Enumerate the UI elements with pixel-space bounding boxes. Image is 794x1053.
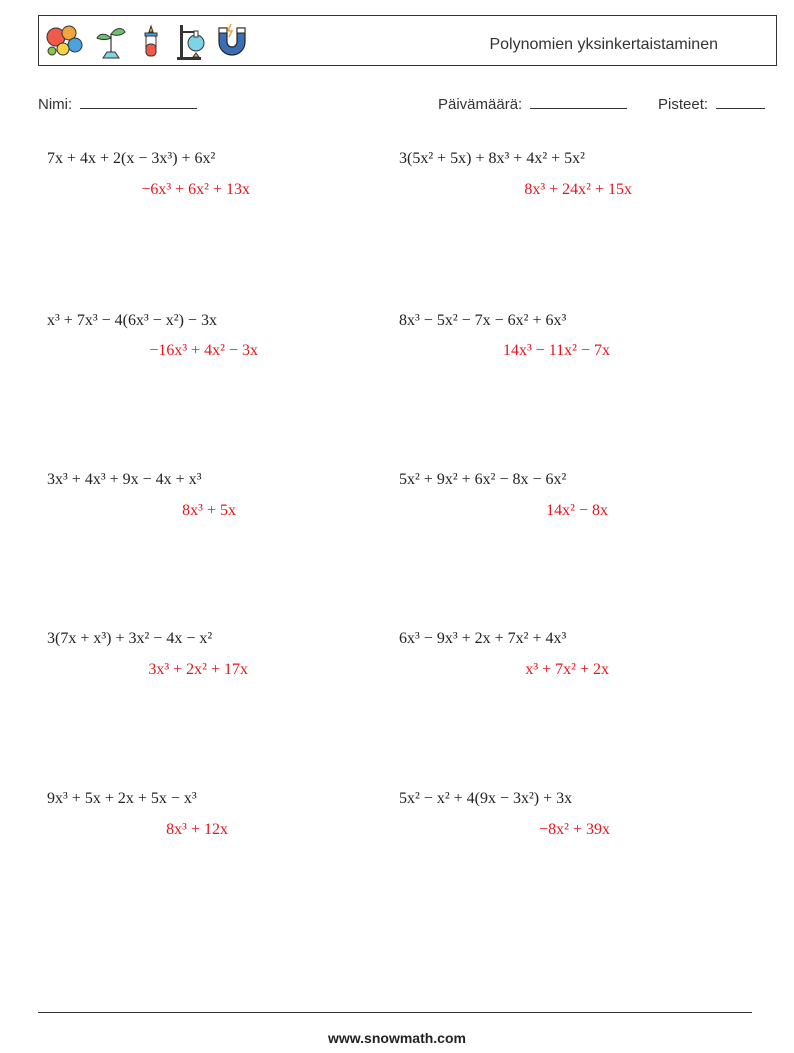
problem-answer: x³ + 7x² + 2x bbox=[525, 661, 609, 678]
name-label: Nimi: bbox=[38, 96, 73, 113]
date-label: Päivämäärä: bbox=[438, 96, 523, 113]
worksheet-title: Polynomien yksinkertaistaminen bbox=[489, 36, 718, 53]
plant-flask-icon bbox=[91, 22, 131, 60]
footer-url[interactable]: www.snowmath.com bbox=[328, 1030, 466, 1046]
name-field bbox=[38, 95, 197, 113]
score-field bbox=[658, 95, 765, 113]
problem-answer: 8x³ + 5x bbox=[182, 502, 236, 519]
problem-expression: 7x + 4x + 2(x − 3x³) + 6x² bbox=[47, 150, 216, 167]
problem-expression: 3(7x + x³) + 3x² − 4x − x² bbox=[47, 630, 213, 647]
problem-expression: 8x³ − 5x² − 7x − 6x² + 6x³ bbox=[399, 312, 567, 329]
score-blank[interactable] bbox=[716, 95, 765, 109]
problem-answer: −8x² + 39x bbox=[539, 821, 610, 838]
date-blank[interactable] bbox=[530, 95, 627, 109]
problem-answer: 8x³ + 24x² + 15x bbox=[524, 181, 632, 198]
problem-answer: 14x³ − 11x² − 7x bbox=[502, 342, 610, 359]
magnet-icon bbox=[213, 22, 251, 60]
problem-expression: 9x³ + 5x + 2x + 5x − x³ bbox=[47, 790, 197, 807]
problem-answer: −6x³ + 6x² + 13x bbox=[141, 181, 250, 198]
problem-expression: 5x² + 9x² + 6x² − 8x − 6x² bbox=[399, 471, 567, 488]
name-blank[interactable] bbox=[80, 95, 197, 109]
score-label: Pisteet: bbox=[658, 96, 709, 113]
date-field bbox=[438, 95, 627, 113]
footer-divider bbox=[38, 1012, 752, 1013]
problem-expression: x³ + 7x³ − 4(6x³ − x²) − 3x bbox=[47, 312, 217, 329]
test-tube-icon bbox=[137, 22, 165, 60]
lab-stand-icon bbox=[171, 21, 207, 61]
problem-expression: 6x³ − 9x³ + 2x + 7x² + 4x³ bbox=[399, 630, 567, 647]
problem-answer: 14x² − 8x bbox=[546, 502, 608, 519]
problem-expression: 3x³ + 4x³ + 9x − 4x + x³ bbox=[47, 471, 202, 488]
worksheet-header bbox=[38, 15, 777, 66]
molecule-icon bbox=[45, 23, 85, 59]
problem-answer: 8x³ + 12x bbox=[166, 821, 228, 838]
problem-answer: 3x³ + 2x² + 17x bbox=[148, 661, 248, 678]
problem-answer: −16x³ + 4x² − 3x bbox=[149, 342, 258, 359]
problem-expression: 5x² − x² + 4(9x − 3x²) + 3x bbox=[399, 790, 573, 807]
header-icons bbox=[45, 21, 251, 61]
problem-expression: 3(5x² + 5x) + 8x³ + 4x² + 5x² bbox=[399, 150, 585, 167]
